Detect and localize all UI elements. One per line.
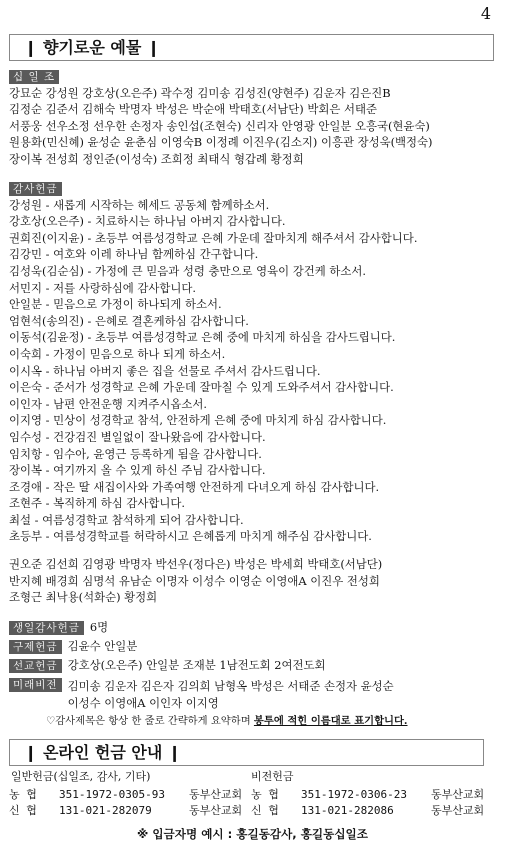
tithe-line: 강묘순 강성원 강호상(오은주) 곽수정 김미송 김성진(양현주) 김운자 김은진B	[9, 85, 391, 100]
tithe-block	[9, 68, 499, 168]
thanks-line: 엄현석(송의진) - 은혜로 결혼케하심 감사합니다.	[9, 313, 249, 328]
account-number: 131-021-282079	[59, 804, 152, 817]
tithe-line: 서풍웅 선우소정 선우한 손정자 송인섭(조현숙) 신리자 안영광 안일분 오흥국(현윤숙)	[9, 118, 430, 133]
mission-row	[9, 657, 326, 674]
account-number: 351-1972-0305-93	[59, 788, 165, 801]
account-row	[251, 803, 484, 819]
account-holder: 동부산교회	[431, 804, 485, 817]
thanks-line: 이은숙 - 준서가 성경학교 은혜 가운데 잘마칠 수 있게 도와주셔서 감사합니다.	[9, 380, 394, 395]
relief-row	[9, 638, 137, 655]
birthday-tag: 생일감사헌금	[9, 621, 84, 635]
general-offering-title: 일반헌금(십일조, 감사, 기타)	[11, 770, 151, 783]
tithe-line: 장이복 전성희 정인준(이성숙) 조희정 최태식 형갑례 황정희	[9, 151, 304, 166]
thanks-list	[9, 197, 499, 545]
thanks-line: 초등부 - 여름성경학교를 허락하시고 은혜롭게 마치게 해주심 감사합니다.	[9, 529, 372, 544]
thanks-line: 이동석(김윤정) - 초등부 여름성경학교 은혜 중에 마치게 하심을 감사드립니다.	[9, 330, 396, 345]
online-section-header: ❙ 온라인 헌금 안내 ❙	[9, 739, 484, 766]
thanks-line: 권희진(이지윤) - 초등부 여름성경학교 은혜 가운데 잘마치게 해주셔서 감사합니다.	[9, 230, 418, 245]
vision-offering-title: 비전헌금	[251, 770, 294, 783]
account-number: 131-021-282086	[301, 804, 394, 817]
thanks-line: 김성욱(김순심) - 가정에 큰 믿음과 성령 충만으로 영육이 강건케 하소서.	[9, 263, 367, 278]
offering-note-text: ♡감사제목은 항상 한 줄로 간략하게 요약하며	[46, 715, 254, 727]
thanks-line: 강호상(오은주) - 치료하시는 하나님 아버지 감사합니다.	[9, 214, 286, 229]
vision-row	[9, 678, 394, 712]
account-number: 351-1972-0306-23	[301, 788, 407, 801]
thanks-extra-list	[9, 556, 499, 606]
account-row	[251, 787, 484, 803]
general-accounts	[9, 787, 242, 819]
vision-line: 김미송 김운자 김은자 김의희 남형옥 박성은 서태준 손정자 윤성순	[67, 679, 394, 693]
mission-text: 강호상(오은주) 안일분 조재분 1남전도회 2여전도회	[67, 658, 326, 672]
thanks-line: 임치항 - 임수아, 윤영근 등록하게 됨을 감사합니다.	[9, 446, 262, 461]
account-holder: 동부산교회	[431, 788, 485, 801]
deposit-name-example: ※ 입금자명 예시 : 홍길동감사, 홍길동십일조	[137, 827, 368, 841]
thanks-line: 장이복 - 여기까지 올 수 있게 하신 주님 감사합니다.	[9, 463, 266, 478]
account-holder: 동부산교회	[189, 788, 243, 801]
thanks-extra-line: 반지혜 배경희 심명석 유남순 이명자 이성수 이영순 이영애A 이진우 전성희	[9, 573, 380, 588]
thanks-line: 이시옥 - 하나님 아버지 좋은 집을 선물로 주셔서 감사드립니다.	[9, 363, 321, 378]
thanks-line: 최설 - 여름성경학교 참석하게 되어 감사합니다.	[9, 512, 244, 527]
thanks-line: 서민지 - 저를 사랑하심에 감사합니다.	[9, 280, 197, 295]
mission-tag: 선교헌금	[9, 659, 62, 673]
relief-tag: 구제헌금	[9, 640, 62, 654]
thanks-block	[9, 180, 499, 545]
account-row	[9, 787, 242, 803]
birthday-row	[9, 619, 108, 636]
thanks-tag: 감사헌금	[9, 182, 62, 196]
account-row	[9, 803, 242, 819]
offering-note-emphasis: 봉투에 적힌 이름대로 표기합니다.	[253, 715, 408, 727]
account-bank: 신 협	[251, 804, 279, 817]
thanks-line: 안일분 - 믿음으로 가정이 하나되게 하소서.	[9, 297, 222, 312]
account-holder: 동부산교회	[189, 804, 243, 817]
relief-text: 김윤수 안일분	[67, 639, 138, 653]
birthday-text: 6명	[89, 620, 109, 634]
thanks-extra-line: 권오준 김선희 김영광 박명자 박선우(정다은) 박성은 박세희 박태호(서남단)	[9, 557, 383, 571]
tithe-tag: 십 일 조	[9, 70, 59, 84]
account-bank: 신 협	[9, 804, 37, 817]
account-bank: 농 협	[251, 788, 279, 801]
vision-tag: 미래비전	[9, 678, 62, 692]
tithe-line: 원용화(민신혜) 윤성순 윤춘심 이영숙B 이정례 이진우(김소지) 이흥관 장성욱(백정숙)	[9, 135, 433, 150]
thanks-line: 임수성 - 건강검진 별일없이 잘나왔음에 감사합니다.	[9, 429, 266, 444]
thanks-line: 강성원 - 새롭게 시작하는 헤세드 공동체 함께하소서.	[9, 197, 270, 212]
thanks-line: 김강민 - 여호와 이레 하나님 함께하심 간구합니다.	[9, 247, 259, 262]
thanks-line: 이지영 - 민상이 성경학교 참석, 안전하게 은혜 중에 마치게 하심 감사합니다.	[9, 413, 387, 428]
tithe-list	[9, 85, 499, 168]
page-number: 4	[480, 4, 491, 23]
thanks-line: 조경애 - 작은 딸 새집이사와 가족여행 안전하게 다녀오게 하심 감사합니다.	[9, 479, 380, 494]
thanks-line: 이인자 - 남편 안전운행 지켜주시옵소서.	[9, 396, 208, 411]
vision-line: 이성수 이영애A 이인자 이지영	[67, 696, 219, 710]
offering-note	[46, 712, 408, 727]
vision-list	[68, 678, 394, 712]
account-bank: 농 협	[9, 788, 37, 801]
thanks-extra-line: 조형근 최낙용(석화순) 황정희	[9, 590, 158, 605]
thanks-line: 조현주 - 복직하게 하심 감사합니다.	[9, 496, 186, 511]
tithe-line: 김정순 김준서 김해숙 박명자 박성은 박순애 박태호(서남단) 박회은 서태준	[9, 102, 377, 117]
thanks-line: 이숙희 - 가정이 믿음으로 하나 되게 하소서.	[9, 346, 226, 361]
offering-section-header: ❙ 향기로운 예물 ❙	[9, 34, 494, 61]
vision-accounts	[251, 787, 484, 819]
